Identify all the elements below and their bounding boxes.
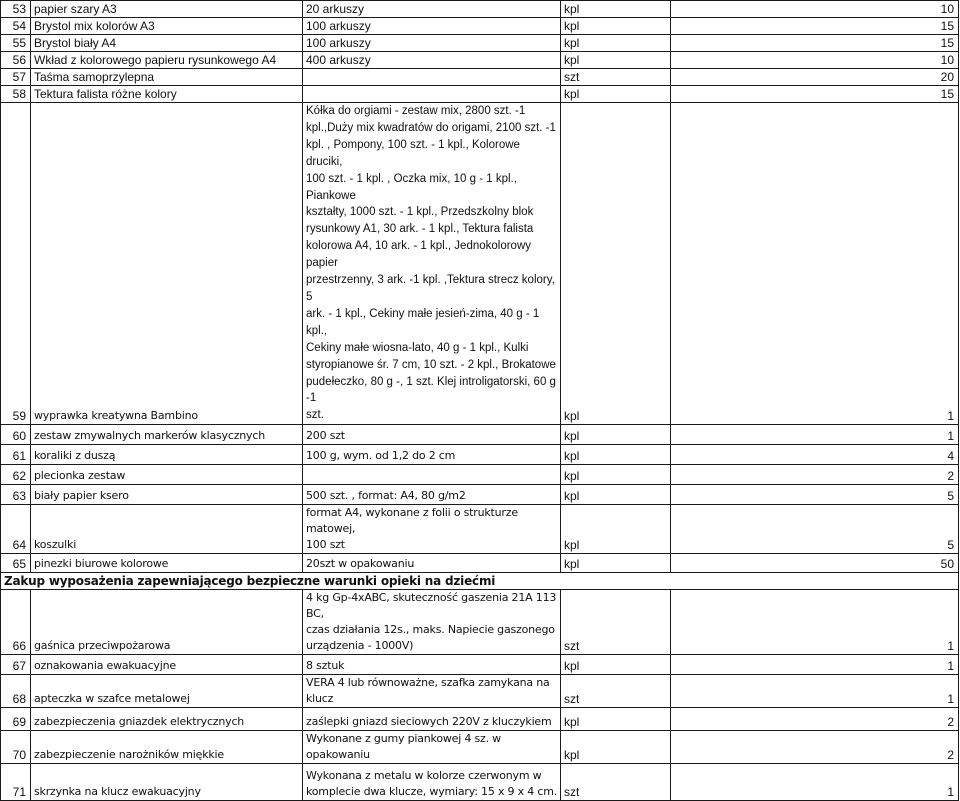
description-line: styropianowe śr. 7 cm, 10 szt. - 2 kpl., Brokatowe bbox=[306, 358, 556, 371]
description-line: kpl.,Duży mix kwadratów do origami, 2100 szt. -1 bbox=[306, 121, 556, 134]
description-line: ark. - 1 kpl., Cekiny małe jesień-zima, 40 g - 1 kpl., bbox=[306, 307, 540, 337]
item-name: Tektura falista różne kolory bbox=[31, 86, 303, 103]
item-unit: kpl bbox=[561, 731, 671, 764]
table-row bbox=[1, 35, 959, 52]
item-unit: kpl bbox=[561, 554, 671, 573]
item-quantity: 10 bbox=[671, 1, 959, 18]
item-description bbox=[303, 69, 561, 86]
item-name: plecionka zestaw bbox=[31, 465, 303, 485]
item-description: 8 sztuk bbox=[303, 655, 561, 675]
item-name: gaśnica przeciwpożarowa bbox=[31, 590, 303, 655]
item-description bbox=[303, 505, 561, 554]
row-number: 71 bbox=[1, 764, 31, 801]
item-name: oznakowania ewakuacyjne bbox=[31, 655, 303, 675]
item-quantity: 1 bbox=[671, 655, 959, 675]
row-number: 57 bbox=[1, 69, 31, 86]
item-quantity: 15 bbox=[671, 18, 959, 35]
description-line: pudełeczko, 80 g -, 1 szt. Klej introligatorski, 60 g -1 bbox=[306, 375, 556, 405]
item-description: 20szt w opakowaniu bbox=[303, 554, 561, 573]
item-description: 200 szt bbox=[303, 425, 561, 445]
item-description: 100 g, wym. od 1,2 do 2 cm bbox=[303, 445, 561, 465]
row-number: 55 bbox=[1, 35, 31, 52]
description-line: komplecie dwa klucze, wymiary: 15 x 9 x 4 cm. bbox=[306, 785, 558, 799]
table-row bbox=[1, 86, 959, 103]
item-name: Brystol mix kolorów A3 bbox=[31, 18, 303, 35]
item-unit: kpl bbox=[561, 18, 671, 35]
row-number: 69 bbox=[1, 708, 31, 731]
description-line: rysunkowy A1, 30 ark. - 1 kpl., Tektura falista bbox=[306, 223, 534, 236]
table-row bbox=[1, 764, 959, 801]
description-line: czas działania 12s., maks. Napiecie gaszonego bbox=[306, 623, 555, 637]
item-unit: kpl bbox=[561, 485, 671, 505]
description-line: 4 kg Gp-4xABC, skuteczność gaszenia 21A 113 BC, bbox=[306, 591, 557, 621]
item-unit: kpl bbox=[561, 35, 671, 52]
item-name: koszulki bbox=[31, 505, 303, 554]
row-number: 67 bbox=[1, 655, 31, 675]
table-row bbox=[1, 485, 959, 505]
table-row bbox=[1, 655, 959, 675]
item-name: koraliki z duszą bbox=[31, 445, 303, 465]
item-quantity: 4 bbox=[671, 445, 959, 465]
table-row bbox=[1, 731, 959, 764]
item-unit: szt bbox=[561, 69, 671, 86]
row-number: 66 bbox=[1, 590, 31, 655]
row-number: 53 bbox=[1, 1, 31, 18]
item-name: apteczka w szafce metalowej bbox=[31, 675, 303, 708]
row-number: 61 bbox=[1, 445, 31, 465]
row-number: 70 bbox=[1, 731, 31, 764]
table-row bbox=[1, 675, 959, 708]
table-row bbox=[1, 708, 959, 731]
item-quantity: 15 bbox=[671, 35, 959, 52]
section-header-row bbox=[1, 573, 959, 590]
item-name: zestaw zmywalnych markerów klasycznych bbox=[31, 425, 303, 445]
item-unit: kpl bbox=[561, 103, 671, 425]
item-unit: kpl bbox=[561, 86, 671, 103]
item-quantity: 1 bbox=[671, 590, 959, 655]
item-quantity: 1 bbox=[671, 103, 959, 425]
description-line: 100 szt bbox=[306, 538, 345, 552]
row-number: 63 bbox=[1, 485, 31, 505]
item-description bbox=[303, 86, 561, 103]
description-line: kpl. , Pompony, 100 szt. - 1 kpl., Kolorowe druciki, bbox=[306, 138, 520, 168]
item-description bbox=[303, 590, 561, 655]
item-unit: kpl bbox=[561, 52, 671, 69]
description-line: Wykonana z metalu w kolorze czerwonym w bbox=[306, 769, 542, 783]
table-row bbox=[1, 69, 959, 86]
table-row bbox=[1, 505, 959, 554]
item-quantity: 50 bbox=[671, 554, 959, 573]
item-quantity: 1 bbox=[671, 764, 959, 801]
item-unit: kpl bbox=[561, 1, 671, 18]
item-quantity: 1 bbox=[671, 675, 959, 708]
table-row bbox=[1, 103, 959, 425]
item-unit: kpl bbox=[561, 655, 671, 675]
item-unit: kpl bbox=[561, 425, 671, 445]
table-row bbox=[1, 554, 959, 573]
item-description bbox=[303, 465, 561, 485]
item-quantity: 15 bbox=[671, 86, 959, 103]
row-number: 59 bbox=[1, 103, 31, 425]
table-row bbox=[1, 465, 959, 485]
item-quantity: 5 bbox=[671, 505, 959, 554]
table-row bbox=[1, 425, 959, 445]
item-name: pinezki biurowe kolorowe bbox=[31, 554, 303, 573]
row-number: 60 bbox=[1, 425, 31, 445]
row-number: 68 bbox=[1, 675, 31, 708]
item-description bbox=[303, 103, 561, 425]
item-description: 100 arkuszy bbox=[303, 18, 561, 35]
description-line: Cekiny małe wiosna-lato, 40 g - 1 kpl., Kulki bbox=[306, 341, 529, 354]
item-description: 500 szt. , format: A4, 80 g/m2 bbox=[303, 485, 561, 505]
item-description: zaślepki gniazd sieciowych 220V z kluczykiem bbox=[303, 708, 561, 731]
description-line: format A4, wykonane z folii o strukturze matowej, bbox=[306, 506, 518, 536]
section-title: Zakup wyposażenia zapewniającego bezpieczne warunki opieki na dziećmi bbox=[1, 573, 959, 590]
description-line: Kółka do orgiami - zestaw mix, 2800 szt. -1 bbox=[306, 105, 526, 117]
item-name: biały papier ksero bbox=[31, 485, 303, 505]
row-number: 62 bbox=[1, 465, 31, 485]
description-line: przestrzenny, 3 ark. -1 kpl. ,Tektura strecz kolory, 5 bbox=[306, 274, 555, 303]
item-quantity: 1 bbox=[671, 425, 959, 445]
item-unit: szt bbox=[561, 764, 671, 801]
item-unit: kpl bbox=[561, 505, 671, 554]
item-quantity: 2 bbox=[671, 465, 959, 485]
row-number: 58 bbox=[1, 86, 31, 103]
table-row bbox=[1, 1, 959, 18]
item-description: VERA 4 lub równoważne, szafka zamykana na klucz bbox=[303, 675, 561, 708]
table-row bbox=[1, 445, 959, 465]
item-name: papier szary A3 bbox=[31, 1, 303, 18]
item-unit: kpl bbox=[561, 465, 671, 485]
item-name: zabezpieczenie narożników miękkie bbox=[31, 731, 303, 764]
item-quantity: 10 bbox=[671, 52, 959, 69]
item-name: zabezpieczenia gniazdek elektrycznych bbox=[31, 708, 303, 731]
item-quantity: 20 bbox=[671, 69, 959, 86]
item-quantity: 2 bbox=[671, 731, 959, 764]
item-name: Taśma samoprzylepna bbox=[31, 69, 303, 86]
description-line: szt. bbox=[306, 409, 324, 422]
item-unit: kpl bbox=[561, 708, 671, 731]
row-number: 54 bbox=[1, 18, 31, 35]
description-line: kolorowa A4, 10 ark. - 1 kpl., Jednokolorowy papier bbox=[306, 240, 532, 270]
item-description bbox=[303, 764, 561, 801]
description-line: kształty, 1000 szt. - 1 kpl., Przedszkolny blok bbox=[306, 206, 534, 219]
item-quantity: 5 bbox=[671, 485, 959, 505]
row-number: 56 bbox=[1, 52, 31, 69]
item-description: 400 arkuszy bbox=[303, 52, 561, 69]
item-description: 20 arkuszy bbox=[303, 1, 561, 18]
table-row bbox=[1, 18, 959, 35]
description-line: urządzenia - 1000V) bbox=[306, 639, 414, 653]
row-number: 64 bbox=[1, 505, 31, 554]
item-quantity: 2 bbox=[671, 708, 959, 731]
row-number: 65 bbox=[1, 554, 31, 573]
item-description: 100 arkuszy bbox=[303, 35, 561, 52]
item-unit: szt bbox=[561, 675, 671, 708]
table-row bbox=[1, 590, 959, 655]
description-line: 100 szt. - 1 kpl. , Oczka mix, 10 g - 1 kpl., Piankowe bbox=[306, 172, 517, 202]
item-unit: kpl bbox=[561, 445, 671, 465]
table-row bbox=[1, 52, 959, 69]
item-unit: szt bbox=[561, 590, 671, 655]
item-name: wyprawka kreatywna Bambino bbox=[31, 103, 303, 425]
item-name: Wkład z kolorowego papieru rysunkowego A4 bbox=[31, 52, 303, 69]
item-name: skrzynka na klucz ewakuacyjny bbox=[31, 764, 303, 801]
item-description: Wykonane z gumy piankowej 4 sz. w opakowaniu bbox=[303, 731, 561, 764]
item-name: Brystol biały A4 bbox=[31, 35, 303, 52]
